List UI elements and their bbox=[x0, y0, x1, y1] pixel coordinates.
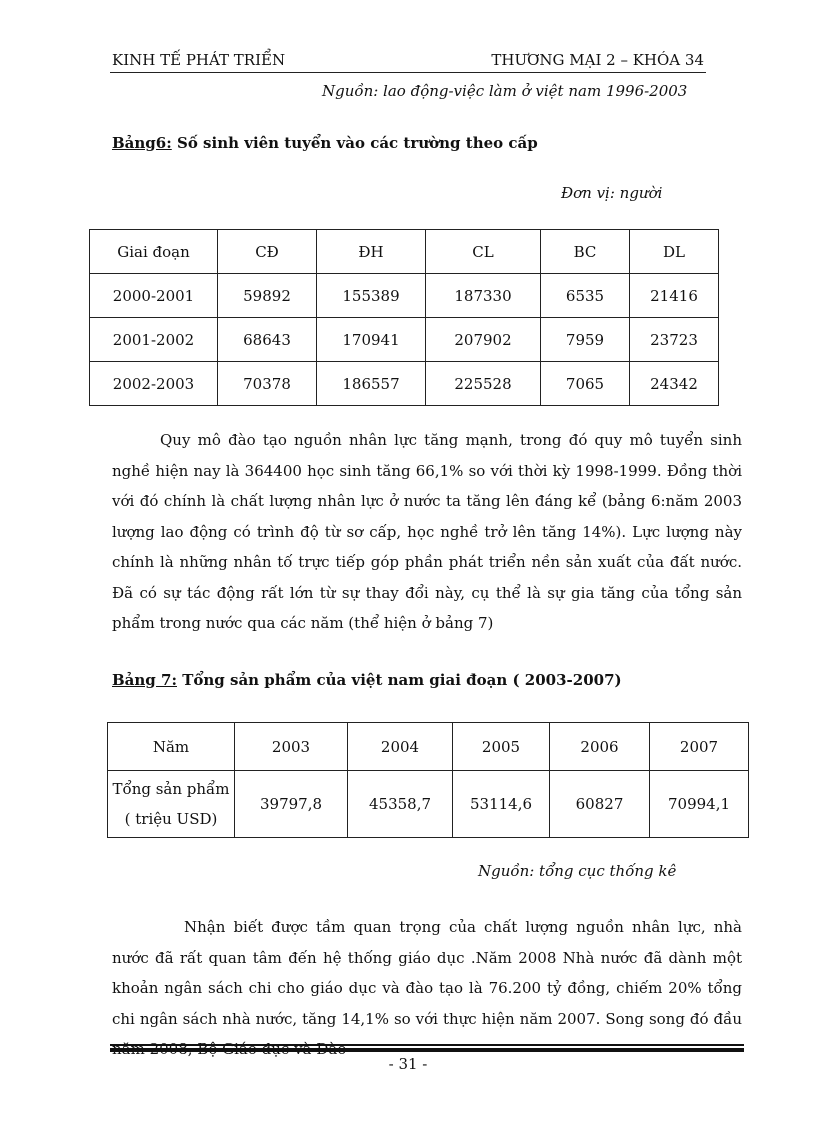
table7-row-label-line2: ( triệu USD) bbox=[124, 810, 218, 828]
table6-cell: 2002-2003 bbox=[90, 362, 218, 406]
table-row bbox=[108, 771, 749, 838]
table7-row-label-line1: Tổng sản phẩm bbox=[112, 780, 230, 798]
table7-cell: 70994,1 bbox=[650, 771, 749, 838]
footer-divider-thin bbox=[110, 1044, 744, 1046]
body-paragraph-1 bbox=[112, 425, 742, 639]
header-right-title: THƯƠNG MẠI 2 – KHÓA 34 bbox=[491, 51, 704, 69]
table7-header-cell: 2004 bbox=[348, 723, 453, 771]
table7-cell: 45358,7 bbox=[348, 771, 453, 838]
table6-cell: 21416 bbox=[630, 274, 719, 318]
table6-label: Bảng6: bbox=[112, 134, 172, 152]
table7 bbox=[107, 722, 749, 838]
table6-header-cell: BC bbox=[541, 230, 630, 274]
table6-cell: 2000-2001 bbox=[90, 274, 218, 318]
table6-cell: 187330 bbox=[426, 274, 541, 318]
table6-cell: 6535 bbox=[541, 274, 630, 318]
table6-cell: 59892 bbox=[218, 274, 317, 318]
table6-header-cell: Giai đoạn bbox=[90, 230, 218, 274]
table6 bbox=[89, 229, 719, 406]
table7-title: Tổng sản phẩm của việt nam giai đoạn ( 2003-2007) bbox=[177, 671, 622, 689]
table6-caption bbox=[112, 134, 538, 152]
table6-header-cell: ĐH bbox=[317, 230, 426, 274]
page-number: - 31 - bbox=[388, 1055, 428, 1073]
table6-title: Số sinh viên tuyển vào các trường theo cấp bbox=[171, 134, 538, 152]
table-row bbox=[90, 274, 719, 318]
table6-cell: 170941 bbox=[317, 318, 426, 362]
footer-divider-thick bbox=[110, 1048, 744, 1052]
table6-cell: 207902 bbox=[426, 318, 541, 362]
header-divider bbox=[110, 72, 706, 73]
source-note-table7: Nguồn: tổng cục thống kê bbox=[478, 862, 677, 880]
table6-cell: 7065 bbox=[541, 362, 630, 406]
table6-cell: 186557 bbox=[317, 362, 426, 406]
table7-caption bbox=[112, 671, 622, 689]
table6-header-cell: CĐ bbox=[218, 230, 317, 274]
table6-cell: 23723 bbox=[630, 318, 719, 362]
header-left-title: KINH TẾ PHÁT TRIỂN bbox=[112, 51, 286, 69]
table6-cell: 2001-2002 bbox=[90, 318, 218, 362]
table-row bbox=[90, 362, 719, 406]
table7-cell: 60827 bbox=[550, 771, 650, 838]
table6-cell: 7959 bbox=[541, 318, 630, 362]
table-row bbox=[90, 318, 719, 362]
table7-header-row bbox=[108, 723, 749, 771]
table6-cell: 24342 bbox=[630, 362, 719, 406]
table7-header-cell: 2003 bbox=[235, 723, 348, 771]
paragraph-text: Nhận biết được tầm quan trọng của chất lượng nguồn nhân lực, nhà nước đã rất quan tâm đến hệ thống giáo dục .Năm 2008 Nhà nước đã dành một khoản ngân sách chi cho giáo dục và đào tạo là 76.200 tỷ đồng, chiếm 20% tổng chi ngân sách nhà nước, tăng 14,1% so với thực hiện năm 2007. Song song đó đầu bbox=[112, 918, 742, 1028]
table7-header-cell: 2007 bbox=[650, 723, 749, 771]
table6-unit: Đơn vị: người bbox=[561, 184, 663, 202]
table6-header-cell: CL bbox=[426, 230, 541, 274]
table6-cell: 70378 bbox=[218, 362, 317, 406]
table7-label: Bảng 7: bbox=[112, 671, 177, 689]
table6-header-row bbox=[90, 230, 719, 274]
table7-row-label bbox=[108, 771, 235, 838]
source-note-top: Nguồn: lao động-việc làm ở việt nam 1996-2003 bbox=[322, 82, 688, 100]
table7-header-cell: 2005 bbox=[453, 723, 550, 771]
table7-header-cell: Năm bbox=[108, 723, 235, 771]
table7-header-cell: 2006 bbox=[550, 723, 650, 771]
table6-cell: 225528 bbox=[426, 362, 541, 406]
table7-cell: 39797,8 bbox=[235, 771, 348, 838]
table6-header-cell: DL bbox=[630, 230, 719, 274]
body-paragraph-2 bbox=[112, 912, 742, 1065]
table7-cell: 53114,6 bbox=[453, 771, 550, 838]
table6-cell: 155389 bbox=[317, 274, 426, 318]
table6-cell: 68643 bbox=[218, 318, 317, 362]
paragraph-text: Quy mô đào tạo nguồn nhân lực tăng mạnh, trong đó quy mô tuyển sinh nghề hiện nay là 364400 học sinh tăng 66,1% so với thời kỳ 1998-1999. Đồng thời với đó chính là chất lượng nhân lực ở nước ta tăng lên đáng kể (bảng 6:năm 2003 lượng lao động có trình độ từ sơ cấp, học nghề trở lên tăng 14%). Lực lượng này chính là những nhân tố trực tiếp góp phần phát triển nền sản xuất của đất nước. Đã có sự tác động rất lớn từ sự thay đổi này, cụ thể là sự gia tăng của tổng sản phẩm trong nước qua các năm (thể hiện ở bảng 7) bbox=[112, 431, 742, 632]
